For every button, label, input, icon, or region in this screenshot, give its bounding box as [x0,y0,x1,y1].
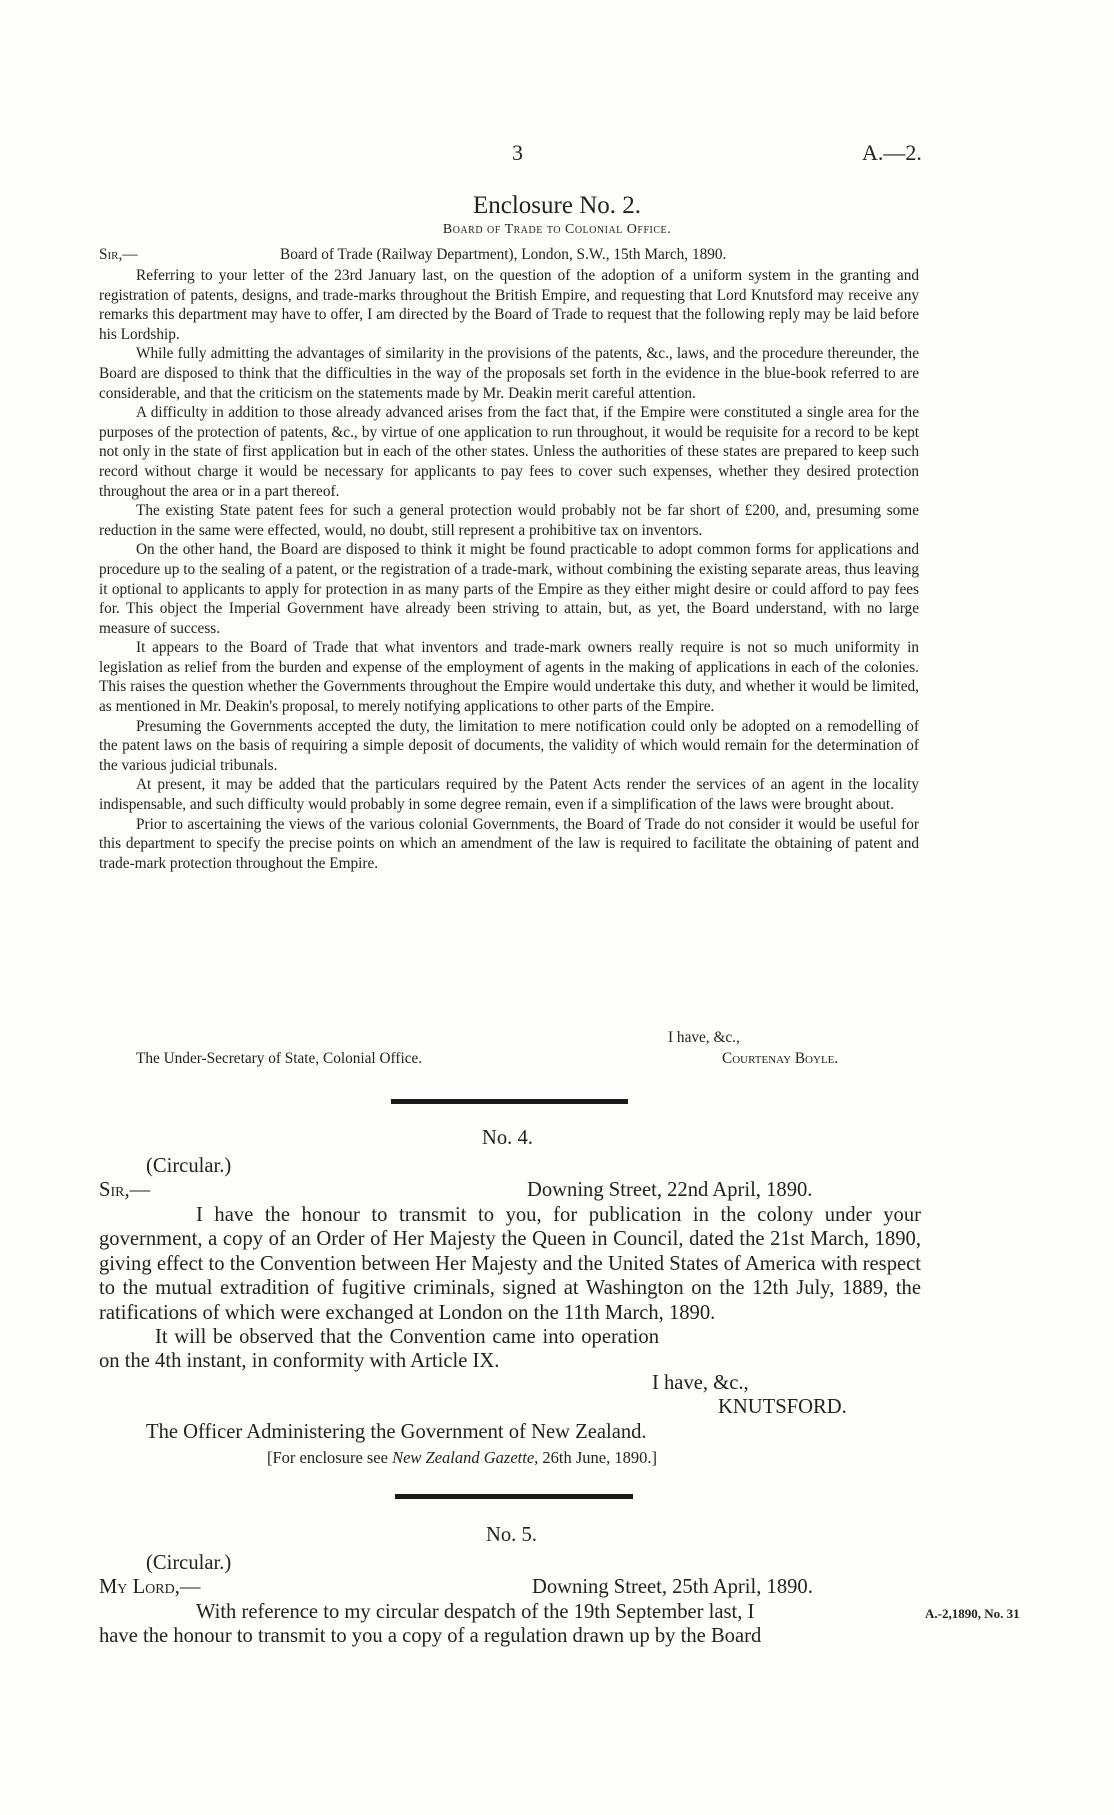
no4-addressee: The Officer Administering the Government of New Zealand. [146,1421,647,1443]
no4-salutation: Sir,— [99,1179,151,1201]
enclosure-salutation: Sir,— [99,246,138,263]
no4-paragraph: I have the honour to transmit to you, for publication in the colony under your government, a copy of an Order of Her Majesty the Queen in Council, dated the 21st March, 1890, giving effect to the Convention between Her Majesty and the United States of America with respect to the mutual extradition of fugitive criminals, signed at Washington on the 12th July, 1889, the ratifications of which were exchanged at London on the 11th March, 1890. [99,1204,921,1324]
no4-body [99,1203,921,1374]
no5-address-line: Downing Street, 25th April, 1890. [532,1576,813,1598]
no5-salutation: My Lord,— [99,1576,201,1598]
enclosure-paragraph: Prior to ascertaining the views of the various colonial Governments, the Board of Trade do not consider it would be useful for this department to specify the precise points on which an amendment of the law is required to facilitate the obtaining of patent and trade-mark protection throughout the Empire. [99,815,919,872]
no5-title: No. 5. [486,1524,537,1546]
enclosure-body [99,266,919,873]
no5-line: have the honour to transmit to you a copy of a regulation drawn up by the Board [99,1625,762,1647]
document-reference: A.—2. [862,140,922,165]
enclosure-signature: Courtenay Boyle. [722,1050,839,1067]
no5-line: With reference to my circular despatch of the 19th September last, I [196,1601,755,1623]
enclosure-paragraph: While fully admitting the advantages of similarity in the provisions of the patents, &c., laws, and the procedure thereunder, the Board are disposed to think that the difficulties in the way of the proposals set forth in the evidence in the blue-book referred to are considerable, and that the criticism on the statements made by Mr. Deakin merit careful attention. [99,345,919,402]
enclosure-addressee: The Under-Secretary of State, Colonial Office. [136,1050,423,1067]
margin-reference: A.-2,1890, No. 31 [925,1606,1020,1621]
enclosure-paragraph: The existing State patent fees for such a general protection would probably not be far short of £200, and, presuming some reduction in the same were effected, would, no doubt, still represent a prohibitive tax on inventors. [99,502,919,539]
enclosure-subtitle: Board of Trade to Colonial Office. [442,222,672,237]
no5-circular: (Circular.) [146,1552,232,1574]
section-divider [395,1494,633,1499]
no4-circular: (Circular.) [146,1155,232,1177]
no4-title: No. 4. [482,1127,533,1149]
enclosure-paragraph: It appears to the Board of Trade that what inventors and trade-mark owners really require is not so much uniformity in legislation as relief from the burden and expense of the employment of agents in the making of applications in each of the colonies. This raises the question whether the Governments throughout the Empire would undertake this duty, and whether it would be limited, as mentioned in Mr. Deakin's proposal, to merely notifying applications to other parts of the Empire. [99,639,919,716]
no4-closing: I have, &c., [652,1372,749,1394]
enclosure-title: Enclosure No. 2. [472,192,642,219]
section-divider [391,1099,628,1104]
enclosure-paragraph: Presuming the Governments accepted the duty, the limitation to mere notification could only be adopted on a remodelling of the patent laws on the basis of requiring a simple deposit of documents, the validity of which would remain for the determination of the various judicial tribunals. [99,717,919,774]
enclosure-paragraph: A difficulty in addition to those already advanced arises from the fact that, if the Empire were constituted a single area for the purposes of the protection of patents, &c., by virtue of one application to run throughout, it would be requisite for a record to be kept not only in the state of first application but in each of the other states. Unless the authorities of these states are prepared to keep such record without charge it would be necessary for applicants to pay fees to cover such expenses, whether they desired protection throughout the area or in a part thereof. [99,404,919,500]
enclosure-paragraph: On the other hand, the Board are disposed to think it might be found practicable to adopt common forms for applications and procedure up to the sealing of a patent, or the registration of a trade-mark, without combining the existing separate areas, thus leaving it optional to applicants to apply for protection in as many parts of the Empire as they either might desire or could afford to pay fees for. This object the Imperial Government have already been striving to attain, but, as yet, the Board understand, with no large measure of success. [99,541,919,637]
no4-paragraph: It will be observed that the Convention came into operation on the 4th instant, in conformity with Article IX. [99,1326,659,1373]
no4-enclosure-note: [For enclosure see New Zealand Gazette, 26th June, 1890.] [267,1448,657,1467]
no4-address-line: Downing Street, 22nd April, 1890. [527,1179,813,1201]
enclosure-paragraph: At present, it may be added that the particulars required by the Patent Acts render the services of an agent in the locality indispensable, and such difficulty would probably in some degree remain, even if a simplification of the laws were brought about. [99,776,919,814]
no4-signature: KNUTSFORD. [718,1396,847,1418]
page-number: 3 [512,140,523,165]
enclosure-closing: I have, &c., [668,1029,740,1046]
enclosure-address-line: Board of Trade (Railway Department), London, S.W., 15th March, 1890. [280,246,727,263]
enclosure-paragraph: Referring to your letter of the 23rd January last, on the question of the adoption of a uniform system in the granting and registration of patents, designs, and trade-marks throughout the British Empire, and requesting that Lord Knutsford may receive any remarks this department may have to offer, I am directed by the Board of Trade to request that the following reply may be laid before his Lordship. [99,267,919,343]
